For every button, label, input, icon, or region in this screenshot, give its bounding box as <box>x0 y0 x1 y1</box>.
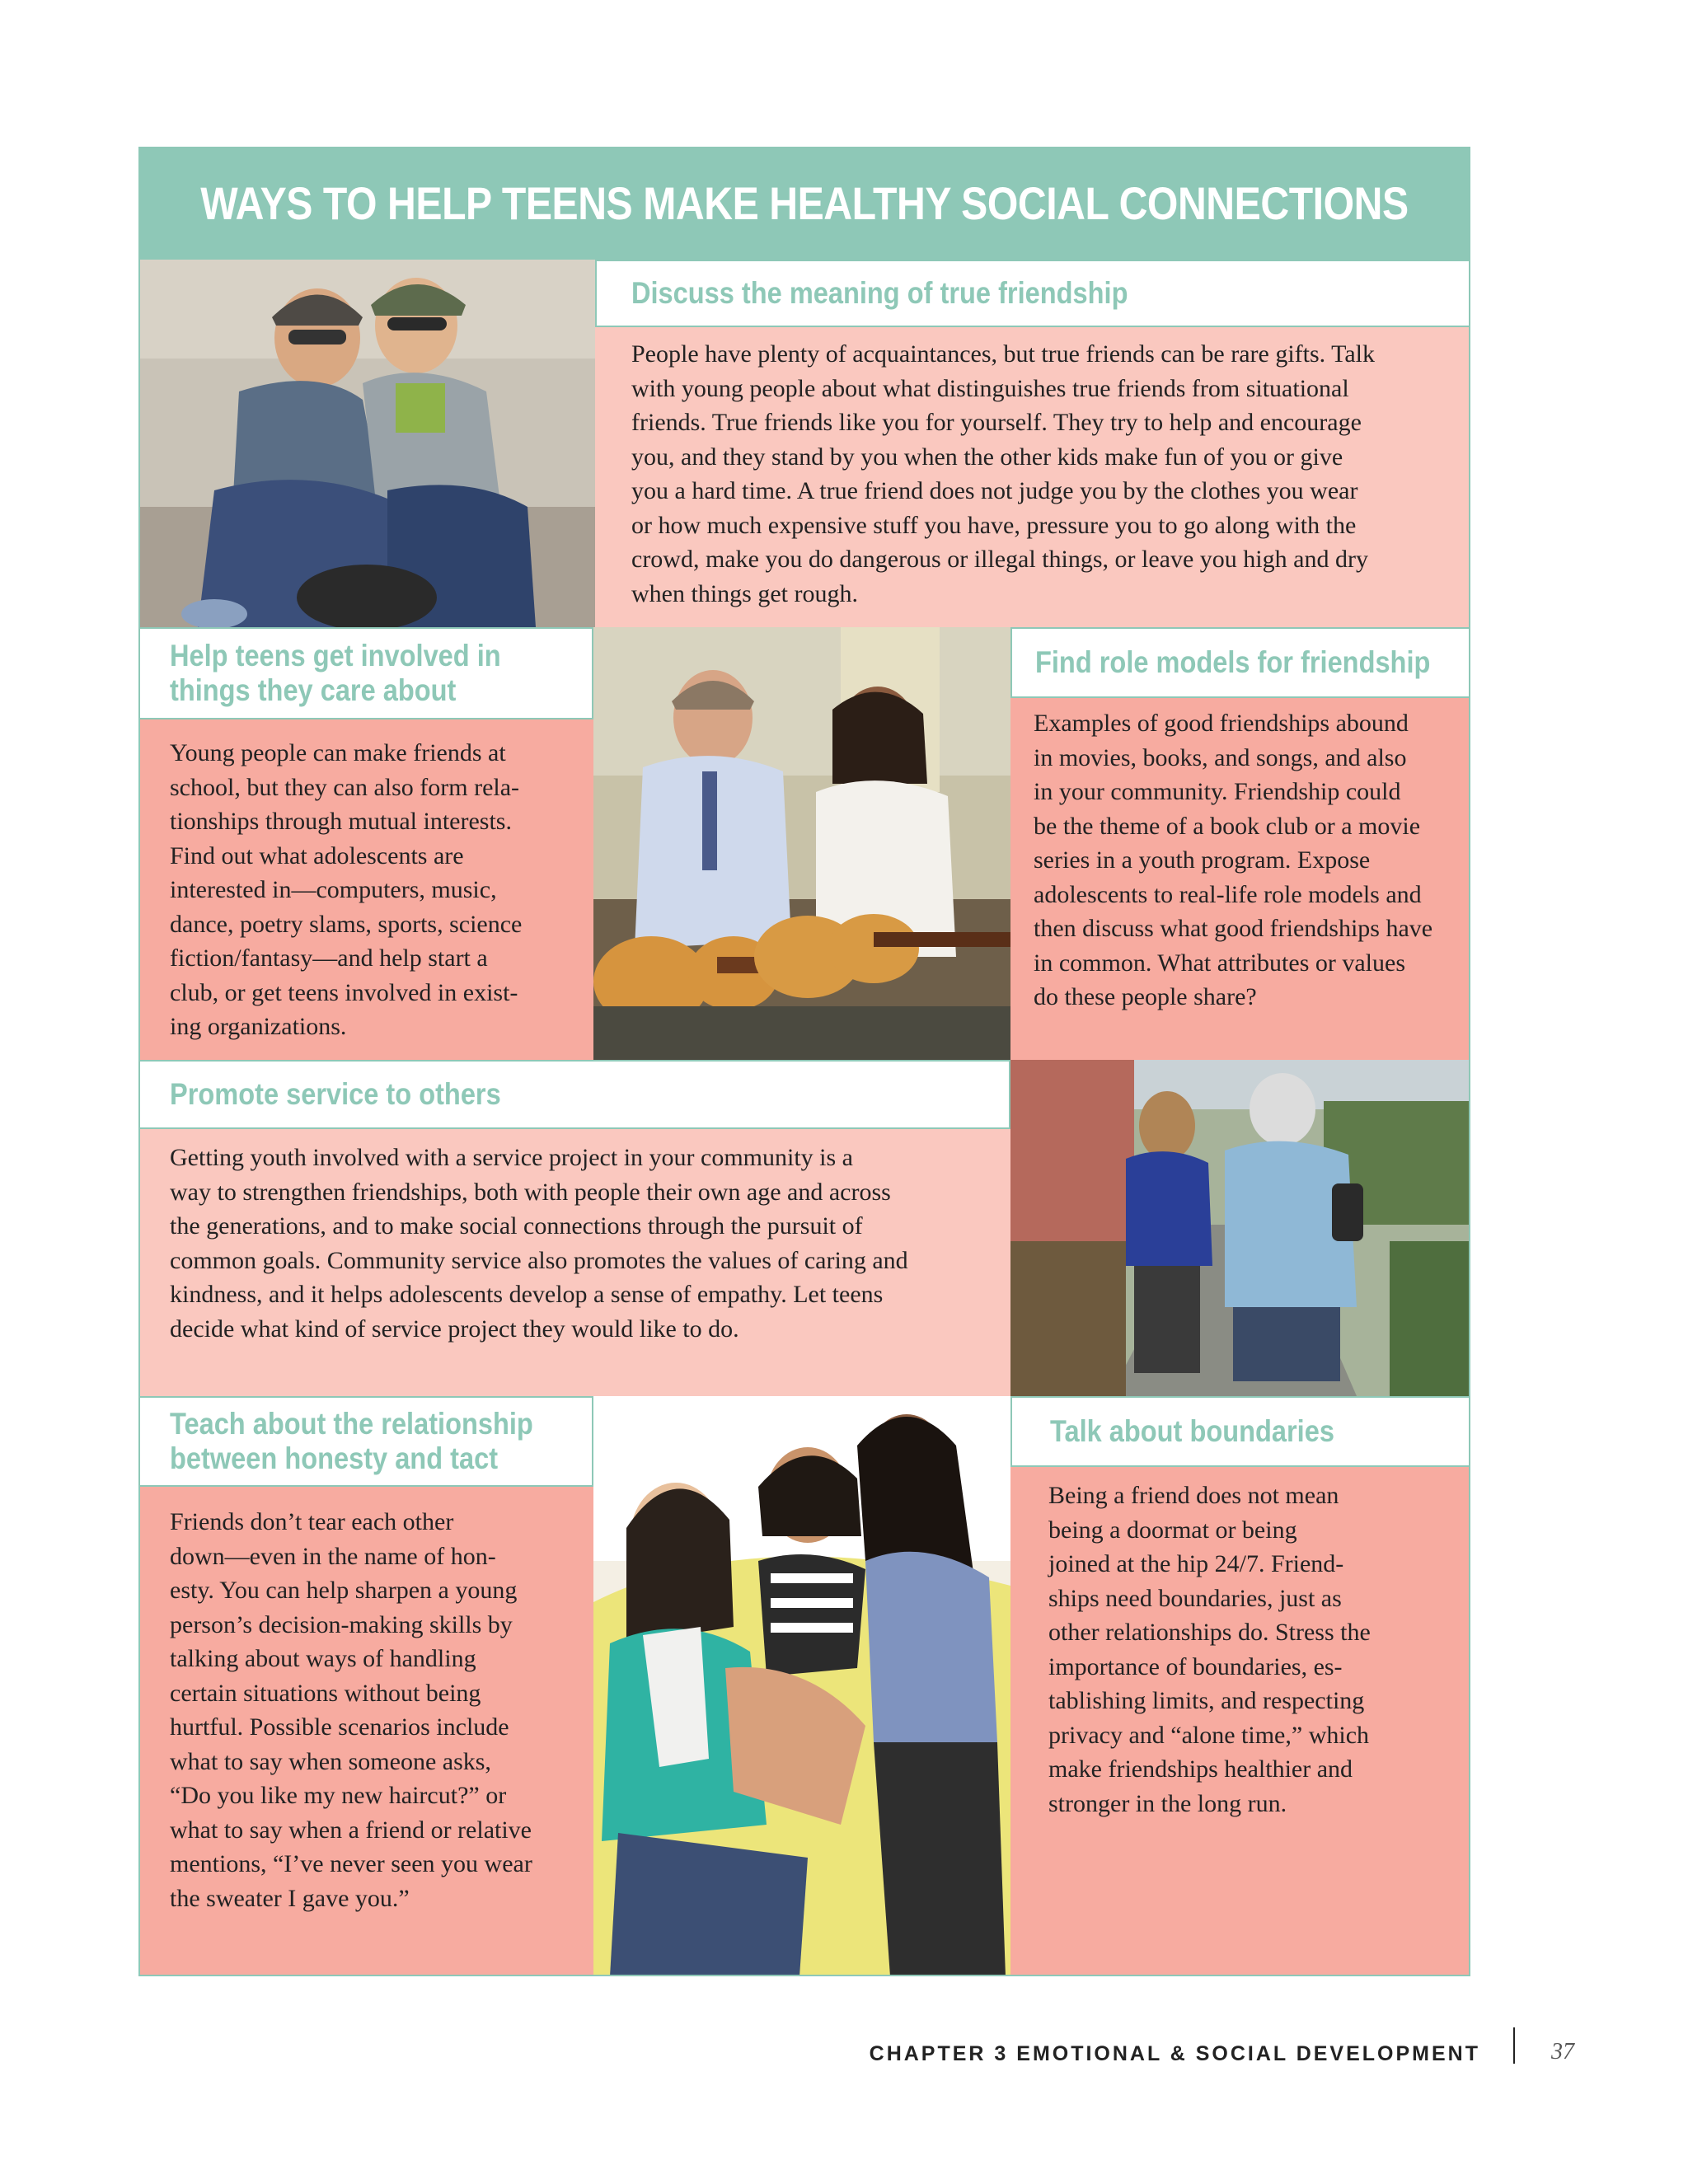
page-number: 37 <box>1551 2039 1574 2064</box>
panel-service <box>138 1129 1010 1396</box>
body-get-involved: Young people can make friends at school, but they can also form rela- tionships through mutual interests. Find out what adolescents are interested in—computers, music, dance, poetry slams, sports, science fiction/fantasy—and help start a club, or get teens involved in exist- ing organizations. <box>170 739 523 1040</box>
heading-true-friendship: Discuss the meaning of true friendship <box>595 260 1470 327</box>
panel-get-involved <box>138 719 593 1060</box>
photo-guitar-lesson <box>593 627 1010 1060</box>
footer-divider <box>1513 2027 1515 2064</box>
heading-get-involved: Help teens get involved in things they care about <box>138 627 593 719</box>
photo-three-girls-talking <box>593 1396 1010 1976</box>
panel-boundaries <box>1010 1467 1470 1976</box>
heading-boundaries: Talk about boundaries <box>1010 1396 1470 1467</box>
panel-true-friendship <box>595 327 1470 627</box>
body-boundaries: Being a friend does not mean being a doormat or being joined at the hip 24/7. Friend- ships need boundaries, just as other relationships do. Stress the importance of boundaries, es- tablishing limits, and respecting privacy and “alone time,” which make friendships healthier and stronger in the long run. <box>1048 1482 1371 1817</box>
body-role-models: Examples of good friendships abound in movies, books, and songs, and also in your community. Friendship could be the theme of a book club or a movie series in a youth program. Expose adolescents to real-life role models and then discuss what good friendships have in common. What attributes or values do these people share? <box>1034 710 1433 1010</box>
title-banner <box>138 147 1470 260</box>
chapter-label: CHAPTER 3 EMOTIONAL & SOCIAL DEVELOPMENT <box>869 2042 1480 2065</box>
heading-honesty-tact: Teach about the relationship between honesty and tact <box>138 1396 593 1487</box>
heading-role-models: Find role models for friendship <box>1010 627 1470 698</box>
body-true-friendship: People have plenty of acquaintances, but true friends can be rare gifts. Talk with young people about what distinguishes true friends from situational friends. True friends like you for yourself. They try to help and encourage you, and they stand by you when the other kids make fun of you or give you a hard time. A true friend does not judge you by the clothes you wear or how much expensive stuff you have, pressure you to go along with the crowd, make you do dangerous or illegal things, or leave you high and dry when things get rough. <box>631 340 1376 607</box>
page-title: WAYS TO HELP TEENS MAKE HEALTHY SOCIAL CONNECTIONS <box>200 177 1409 229</box>
photo-two-teen-boys <box>140 260 595 627</box>
body-honesty-tact: Friends don’t tear each other down—even in the name of hon- esty. You can help sharpen a young person’s decision-making skills by talking about ways of handling certain situations without being hurtful. Possible scenarios include what to say when someone asks, “Do you like my new haircut?” or what to say when a friend or relative mentions, “I’ve never seen you wear the sweater I gave you.” <box>170 1508 532 1912</box>
panel-role-models <box>1010 698 1470 1060</box>
body-service: Getting youth involved with a service project in your community is a way to strengthen friendships, both with people their own age and across the generations, and to make social connections through the pursuit of common goals. Community service also promotes the values of caring and kindness, and it helps adolescents develop a sense of empathy. Let teens decide what kind of service project they would like to do. <box>170 1144 908 1343</box>
heading-service: Promote service to others <box>138 1060 1010 1129</box>
panel-honesty-tact <box>138 1487 593 1976</box>
photo-teen-helping-elder <box>1010 1060 1470 1396</box>
